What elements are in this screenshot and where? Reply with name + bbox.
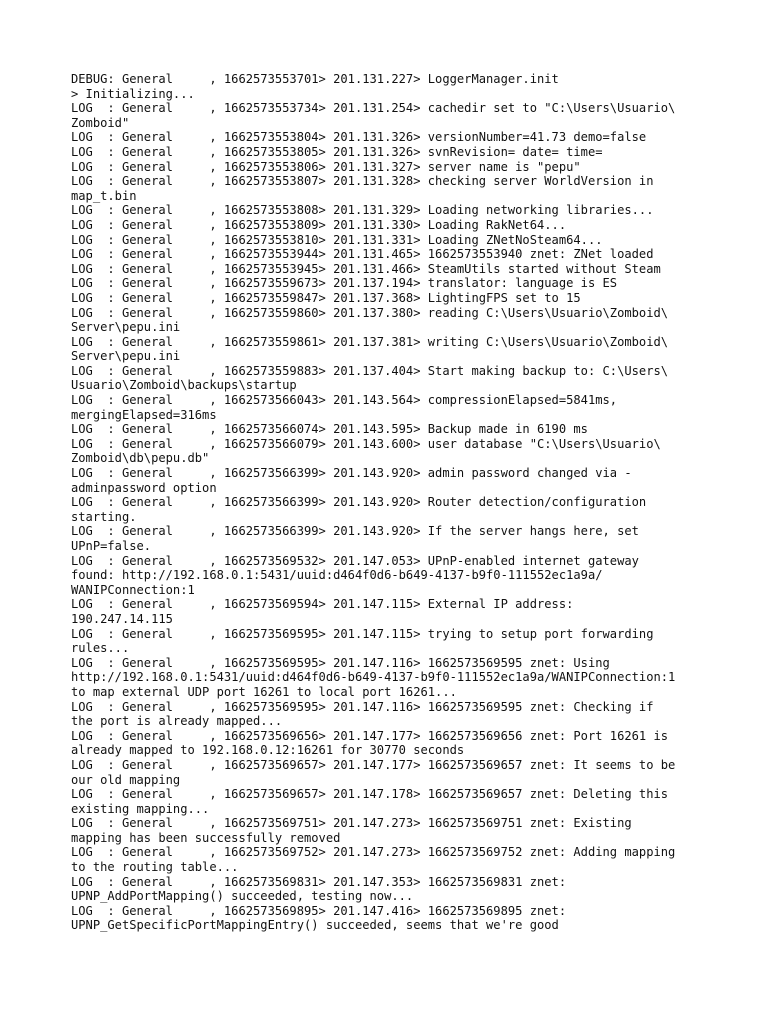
log-line: LOG : General , 1662573569831> 201.147.353> 1662573569831 znet: — [71, 874, 567, 889]
log-line: LOG : General , 1662573569595> 201.147.115> trying to setup port forwarding — [71, 626, 654, 641]
log-line: already mapped to 192.168.0.12:16261 for 30770 seconds — [71, 743, 465, 758]
log-line: LOG : General , 1662573559861> 201.137.381> writing C:\Users\Usuario\Zomboid\ — [71, 334, 669, 349]
log-line: rules... — [71, 641, 130, 656]
log-line: adminpassword option — [71, 480, 217, 495]
log-line: LOG : General , 1662573553805> 201.131.326> svnRevision= date= time= — [71, 144, 603, 159]
log-document — [71, 72, 711, 933]
log-line: UPNP_GetSpecificPortMappingEntry() succeeded, seems that we're good — [71, 918, 559, 933]
log-line: LOG : General , 1662573569895> 201.147.416> 1662573569895 znet: — [71, 903, 567, 918]
log-line: LOG : General , 1662573569751> 201.147.273> 1662573569751 znet: Existing — [71, 816, 632, 831]
log-line: LOG : General , 1662573569752> 201.147.273> 1662573569752 znet: Adding mapping — [71, 845, 676, 860]
log-line: LOG : General , 1662573566043> 201.143.564> compressionElapsed=5841ms, — [71, 393, 618, 408]
log-line: LOG : General , 1662573569657> 201.147.177> 1662573569657 znet: It seems to be — [71, 757, 676, 772]
log-line: LOG : General , 1662573569657> 201.147.178> 1662573569657 znet: Deleting this — [71, 787, 669, 802]
log-line: map_t.bin — [71, 188, 137, 203]
log-line: LOG : General , 1662573566399> 201.143.920> admin password changed via - — [71, 466, 632, 481]
log-line: Zomboid\db\pepu.db" — [71, 451, 210, 466]
log-line: to the routing table... — [71, 860, 239, 875]
log-line: LOG : General , 1662573553809> 201.131.330> Loading RakNet64... — [71, 217, 567, 232]
log-line: found: http://192.168.0.1:5431/uuid:d464f0d6-b649-4137-b9f0-111552ec1a9a/ — [71, 568, 603, 583]
log-line: WANIPConnection:1 — [71, 582, 195, 597]
log-line: LOG : General , 1662573553807> 201.131.328> checking server WorldVersion in — [71, 174, 654, 189]
log-line: LOG : General , 1662573569532> 201.147.053> UPnP-enabled internet gateway — [71, 553, 639, 568]
log-line: LOG : General , 1662573569595> 201.147.116> 1662573569595 znet: Checking if — [71, 699, 654, 714]
log-line: LOG : General , 1662573569594> 201.147.115> External IP address: — [71, 597, 574, 612]
log-line: LOG : General , 1662573566079> 201.143.600> user database "C:\Users\Usuario\ — [71, 436, 661, 451]
log-line: LOG : General , 1662573569656> 201.147.177> 1662573569656 znet: Port 16261 is — [71, 728, 669, 743]
log-line: LOG : General , 1662573553804> 201.131.326> versionNumber=41.73 demo=false — [71, 130, 647, 145]
log-line: LOG : General , 1662573559847> 201.137.368> LightingFPS set to 15 — [71, 290, 581, 305]
log-line: UPNP_AddPortMapping() succeeded, testing now... — [71, 889, 414, 904]
log-line: existing mapping... — [71, 801, 210, 816]
log-line: LOG : General , 1662573559860> 201.137.380> reading C:\Users\Usuario\Zomboid\ — [71, 305, 669, 320]
log-line: LOG : General , 1662573553945> 201.131.466> SteamUtils started without Steam — [71, 261, 661, 276]
log-line: LOG : General , 1662573559673> 201.137.194> translator: language is ES — [71, 276, 618, 291]
log-line: > Initializing... — [71, 86, 195, 101]
log-line: mapping has been successfully removed — [71, 830, 341, 845]
log-line: 190.247.14.115 — [71, 611, 173, 626]
log-line: LOG : General , 1662573553734> 201.131.254> cachedir set to "C:\Users\Usuario\ — [71, 101, 676, 116]
log-line: LOG : General , 1662573553806> 201.131.327> server name is "pepu" — [71, 159, 581, 174]
log-line: Server\pepu.ini — [71, 349, 181, 364]
log-line: Usuario\Zomboid\backups\startup — [71, 378, 297, 393]
log-line: LOG : General , 1662573566074> 201.143.595> Backup made in 6190 ms — [71, 422, 588, 437]
log-line: mergingElapsed=316ms — [71, 407, 217, 422]
log-line: LOG : General , 1662573566399> 201.143.920> Router detection/configuration — [71, 495, 647, 510]
log-line: starting. — [71, 509, 137, 524]
log-line: LOG : General , 1662573569595> 201.147.116> 1662573569595 znet: Using — [71, 655, 610, 670]
log-line: Server\pepu.ini — [71, 320, 181, 335]
log-line: the port is already mapped... — [71, 714, 283, 729]
log-line: LOG : General , 1662573553810> 201.131.331> Loading ZNetNoSteam64... — [71, 232, 603, 247]
log-line: http://192.168.0.1:5431/uuid:d464f0d6-b649-4137-b9f0-111552ec1a9a/WANIPConnection:1 — [71, 670, 676, 685]
log-line: Zomboid" — [71, 115, 130, 130]
log-line: LOG : General , 1662573566399> 201.143.920> If the server hangs here, set — [71, 524, 639, 539]
log-line: our old mapping — [71, 772, 181, 787]
log-line: to map external UDP port 16261 to local port 16261... — [71, 684, 457, 699]
log-line: LOG : General , 1662573553808> 201.131.329> Loading networking libraries... — [71, 203, 654, 218]
log-line: LOG : General , 1662573559883> 201.137.404> Start making backup to: C:\Users\ — [71, 363, 669, 378]
log-line: UPnP=false. — [71, 539, 152, 553]
log-line: LOG : General , 1662573553944> 201.131.465> 1662573553940 znet: ZNet loaded — [71, 247, 654, 262]
log-line: DEBUG: General , 1662573553701> 201.131.227> LoggerManager.init — [71, 72, 559, 86]
